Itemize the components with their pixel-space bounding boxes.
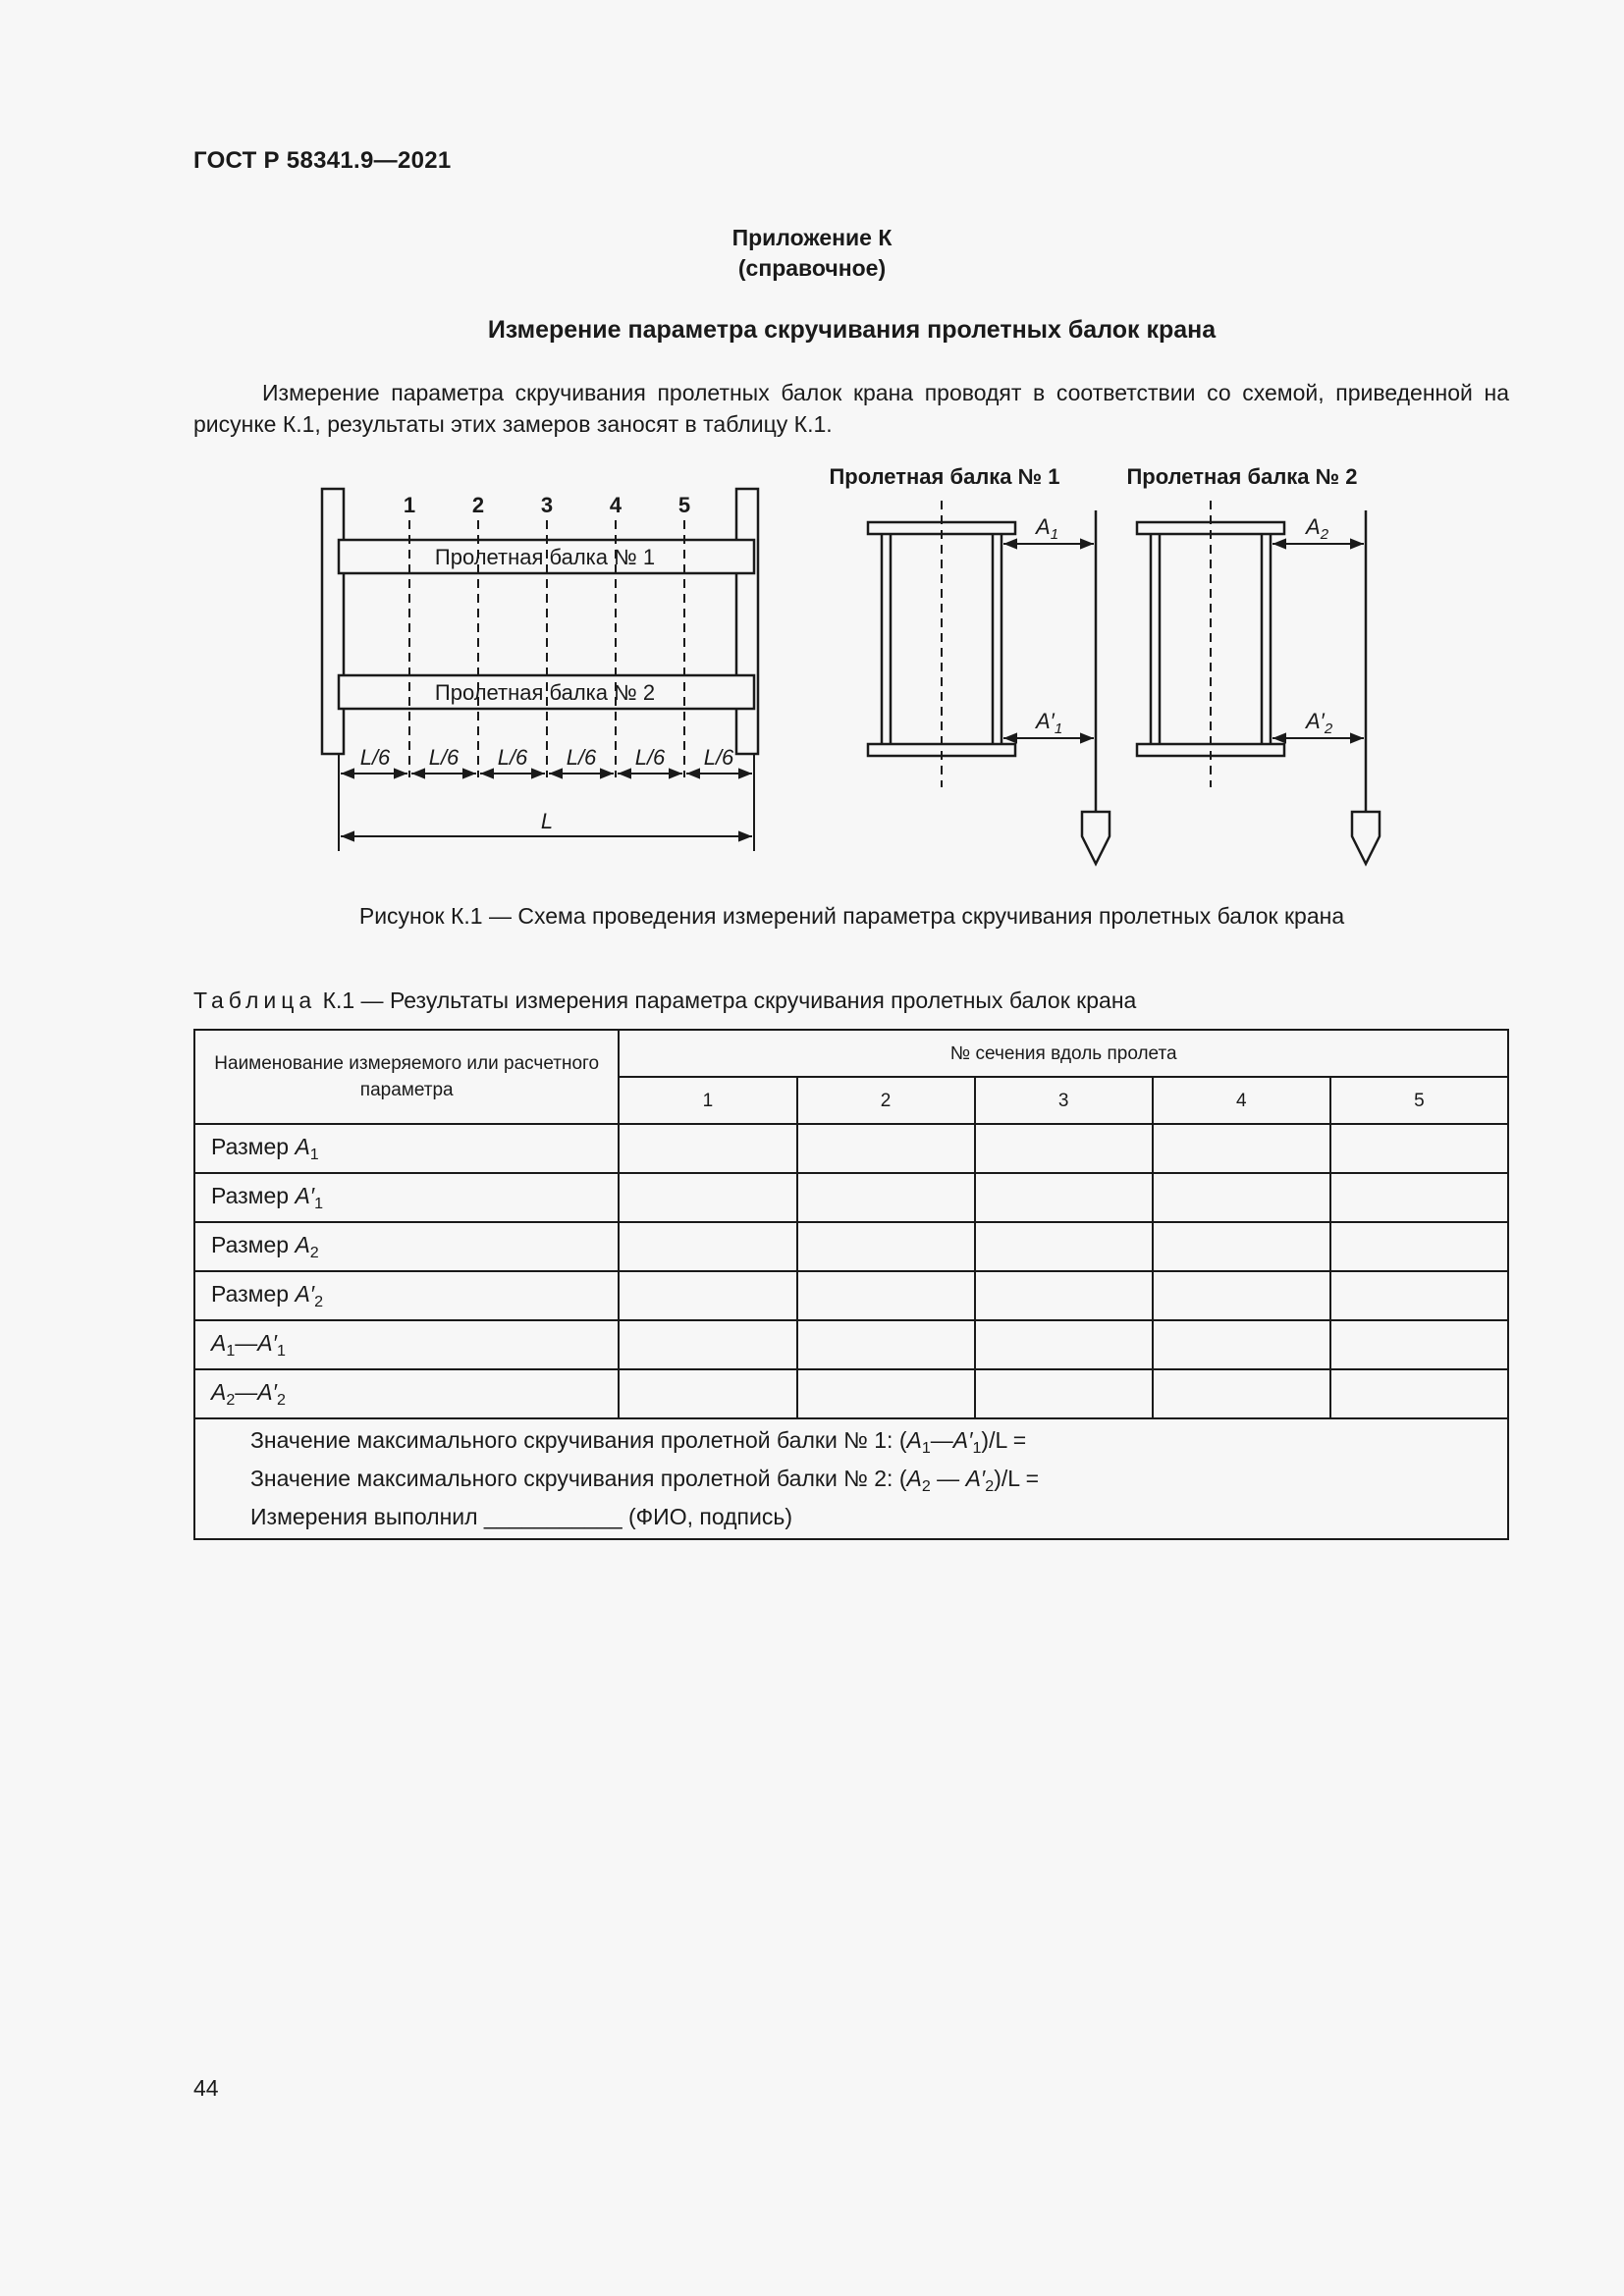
table-row [194, 1124, 1508, 1173]
table-cell [619, 1271, 796, 1320]
table-cell [1330, 1320, 1508, 1369]
row-label: Размер $A'_2$ [194, 1271, 619, 1320]
section-view-beam-2 [1137, 501, 1380, 864]
right-end-beam [736, 489, 758, 754]
span-label: L [540, 809, 554, 833]
table-cell [1153, 1173, 1330, 1222]
table-cell [1153, 1271, 1330, 1320]
section-title: Измерение параметра скручивания пролетных балок крана [487, 316, 1217, 344]
table-cell [975, 1271, 1153, 1320]
table-cell [975, 1173, 1153, 1222]
table-row [194, 1369, 1508, 1418]
table-cell [619, 1222, 796, 1271]
table-footer [194, 1418, 1508, 1539]
table-cell [797, 1320, 975, 1369]
segment-label: L/6 [359, 745, 391, 770]
table-cell [797, 1173, 975, 1222]
table-row [194, 1173, 1508, 1222]
intro-paragraph: Измерение параметра скручивания пролетных балок крана проводят в соответствии со схемой, приведенной на рисунке К.1, результаты этих замеров заносят в таблицу К.1. [193, 380, 1509, 437]
column-header: 2 [797, 1077, 975, 1124]
beam-1-label: Пролетная балка № 1 [434, 545, 656, 569]
section-number: 1 [403, 493, 416, 517]
label-a1: $A_1$ [1036, 514, 1059, 543]
row-label: $A_1—A'_1$ [194, 1320, 619, 1369]
appendix-note: (справочное) [737, 255, 887, 281]
table-row [194, 1222, 1508, 1271]
table-cell [1153, 1124, 1330, 1173]
figure-k1 [304, 454, 1384, 885]
figure-caption: Рисунок К.1 — Схема проведения измерений параметра скручивания пролетных балок крана [358, 903, 1345, 929]
page-number: 44 [193, 2075, 219, 2101]
table-cell [975, 1320, 1153, 1369]
label-a1-prime: $A'_1$ [1036, 709, 1063, 737]
param-header: Наименование измеряемого или расчетного параметра [194, 1030, 619, 1124]
table-caption: Таблица К.1 — Результаты измерения параметра скручивания пролетных балок крана [193, 988, 1137, 1013]
table-cell [1153, 1320, 1330, 1369]
section-number: 4 [609, 493, 623, 517]
segment-label: L/6 [497, 745, 528, 770]
view-1-title: Пролетная балка № 1 [829, 464, 1060, 489]
table-cell [1330, 1222, 1508, 1271]
column-header: 3 [975, 1077, 1153, 1124]
footer-line-3: Измерения выполнил ___________ (ФИО, подпись) [250, 1504, 792, 1529]
table-cell [1153, 1222, 1330, 1271]
column-header: 4 [1153, 1077, 1330, 1124]
table-cell [975, 1369, 1153, 1418]
table-cell [797, 1369, 975, 1418]
footer-line-2: Значение максимального скручивания пролетной балки № 2: ($A_2$ — $A'_2)/L$ = [250, 1466, 1039, 1495]
appendix-title: Приложение К [731, 225, 893, 250]
segment-label: L/6 [703, 745, 734, 770]
table-cell [975, 1222, 1153, 1271]
table-cell [1330, 1271, 1508, 1320]
row-label: Размер $A_1$ [194, 1124, 619, 1173]
table-cell [797, 1271, 975, 1320]
table-cell [619, 1369, 796, 1418]
section-number: 2 [471, 493, 485, 517]
table-cell [619, 1320, 796, 1369]
column-header: 1 [619, 1077, 796, 1124]
segment-label: L/6 [566, 745, 597, 770]
results-table [193, 1029, 1509, 1540]
table-cell [1330, 1173, 1508, 1222]
sections-header: № сечения вдоль пролета [619, 1030, 1508, 1077]
label-a2-prime: $A'_2$ [1306, 709, 1333, 737]
row-label: Размер $A'_1$ [194, 1173, 619, 1222]
footer-line-1: Значение максимального скручивания пролетной балки № 1: $(A_1—A'_1)/L$ = [250, 1427, 1027, 1457]
document-code-header: ГОСТ Р 58341.9—2021 [193, 147, 452, 174]
section-view-beam-1 [868, 501, 1110, 864]
row-label: Размер $A_2$ [194, 1222, 619, 1271]
table-cell [619, 1124, 796, 1173]
column-header: 5 [1330, 1077, 1508, 1124]
table-cell [797, 1124, 975, 1173]
table-row [194, 1320, 1508, 1369]
table-cell [1153, 1369, 1330, 1418]
segment-label: L/6 [634, 745, 666, 770]
table-cell [1330, 1369, 1508, 1418]
table-cell [1330, 1124, 1508, 1173]
table-row [194, 1271, 1508, 1320]
section-number: 5 [677, 493, 691, 517]
view-2-title: Пролетная балка № 2 [1126, 464, 1358, 489]
table-cell [797, 1222, 975, 1271]
segment-label: L/6 [428, 745, 460, 770]
beam-2-label: Пролетная балка № 2 [434, 680, 656, 705]
section-number: 3 [540, 493, 554, 517]
label-a2: $A_2$ [1306, 514, 1329, 543]
table-cell [975, 1124, 1153, 1173]
table-cell [619, 1173, 796, 1222]
row-label: $A_2—A'_2$ [194, 1369, 619, 1418]
left-end-beam [322, 489, 344, 754]
